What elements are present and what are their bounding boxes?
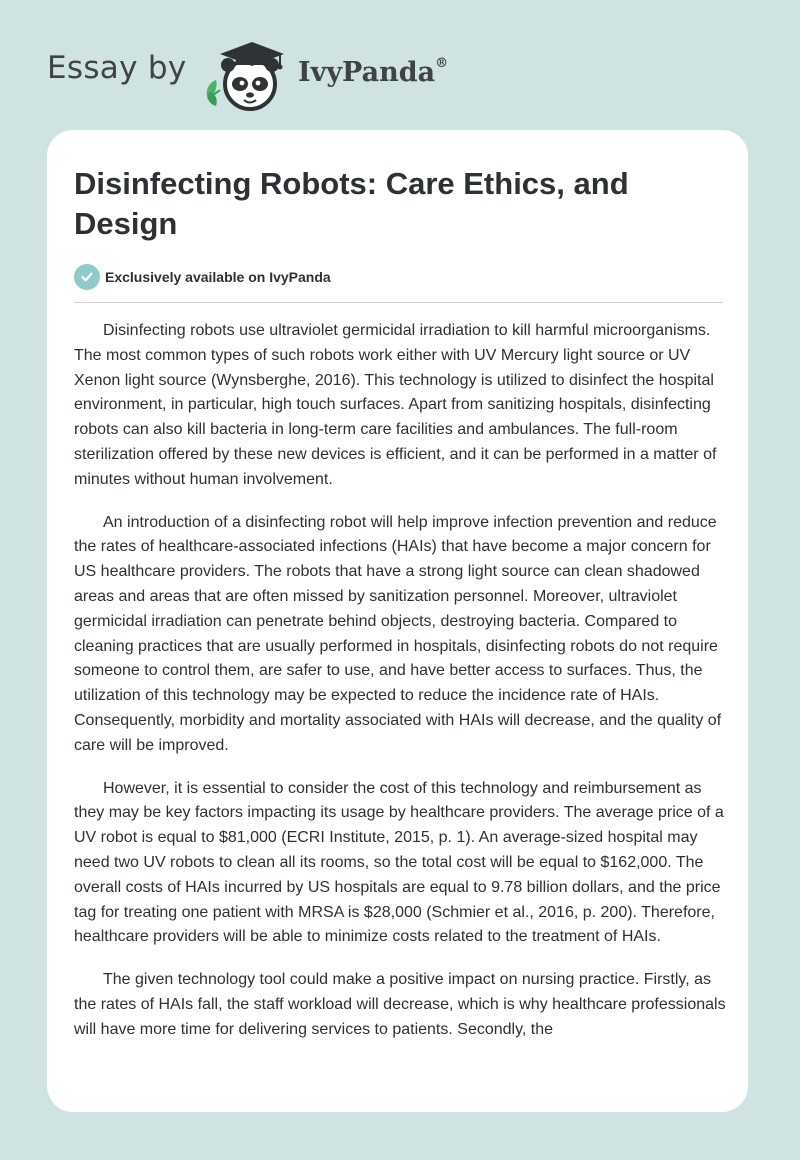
- paragraph-2: An introduction of a disinfecting robot will help improve infection prevention and reduce the rates of healthcare-associated infections (HAIs) that have become a major concern for US healthcare providers. The robots that have a strong light source can clean shadowed areas and areas that are often missed by sanitization personnel. Moreover, ultraviolet germicidal irradiation can penetrate behind objects, destroying bacteria. Compared to cleaning practices that are usually performed in hospitals, disinfecting robots do not require someone to control them, are safer to use, and have better access to surfaces. Thus, the utilization of this technology may be expected to reduce the incidence rate of HAIs. Consequently, morbidity and mortality associated with HAIs will decrease, and the quality of care will be improved.: [74, 513, 722, 754]
- badge-label: Exclusively available on IvyPanda: [105, 269, 331, 285]
- essay-by-label: Essay by: [47, 50, 187, 86]
- paragraph-1: Disinfecting robots use ultraviolet germicidal irradiation to kill harmful microorganisms. The most common types of such robots work either with UV Mercury light source or UV Xenon light source (Wynsberghe, 2016). This technology is utilized to disinfect the hospital environment, in particular, high touch surfaces. Apart from sanitizing hospitals, disinfecting robots can also kill bacteria in long-term care facilities and ambulances. The full-room sterilization offered by these new devices is efficient, and it can be performed in a matter of minutes without human involvement.: [74, 322, 717, 488]
- exclusive-badge: [74, 264, 331, 290]
- paragraph-3: However, it is essential to consider the cost of this technology and reimbursement as they may be key factors impacting its usage by healthcare providers. The average price of a UV robot is equal to $81,000 (ECRI Institute, 2015, p. 1). An average-sized hospital may need two UV robots to clean all its rooms, so the total cost will be equal to $162,000. The overall costs of HAIs incurred by US hospitals are equal to 9.78 billion dollars, and the price tag for treating one patient with MRSA is $28,000 (Schmier et al., 2016, p. 200). Therefore, healthcare providers will be able to minimize costs related to the treatment of HAIs.: [74, 779, 724, 946]
- checkmark-icon: [74, 264, 100, 290]
- registered-mark: ®: [435, 56, 449, 71]
- title-divider: [74, 302, 723, 303]
- paragraph-4: The given technology tool could make a positive impact on nursing practice. Firstly, as the rates of HAIs fall, the staff workload will decrease, which is why healthcare professionals will have more time for delivering services to patients. Secondly, the: [74, 971, 726, 1038]
- article-title: Disinfecting Robots: Care Ethics, and Design: [74, 166, 629, 241]
- brand-name[interactable]: IvyPanda®: [298, 56, 449, 88]
- article-card: [47, 130, 748, 1112]
- site-header: [47, 32, 507, 112]
- panda-graduate-icon[interactable]: [202, 34, 292, 114]
- article-body: [74, 319, 726, 1061]
